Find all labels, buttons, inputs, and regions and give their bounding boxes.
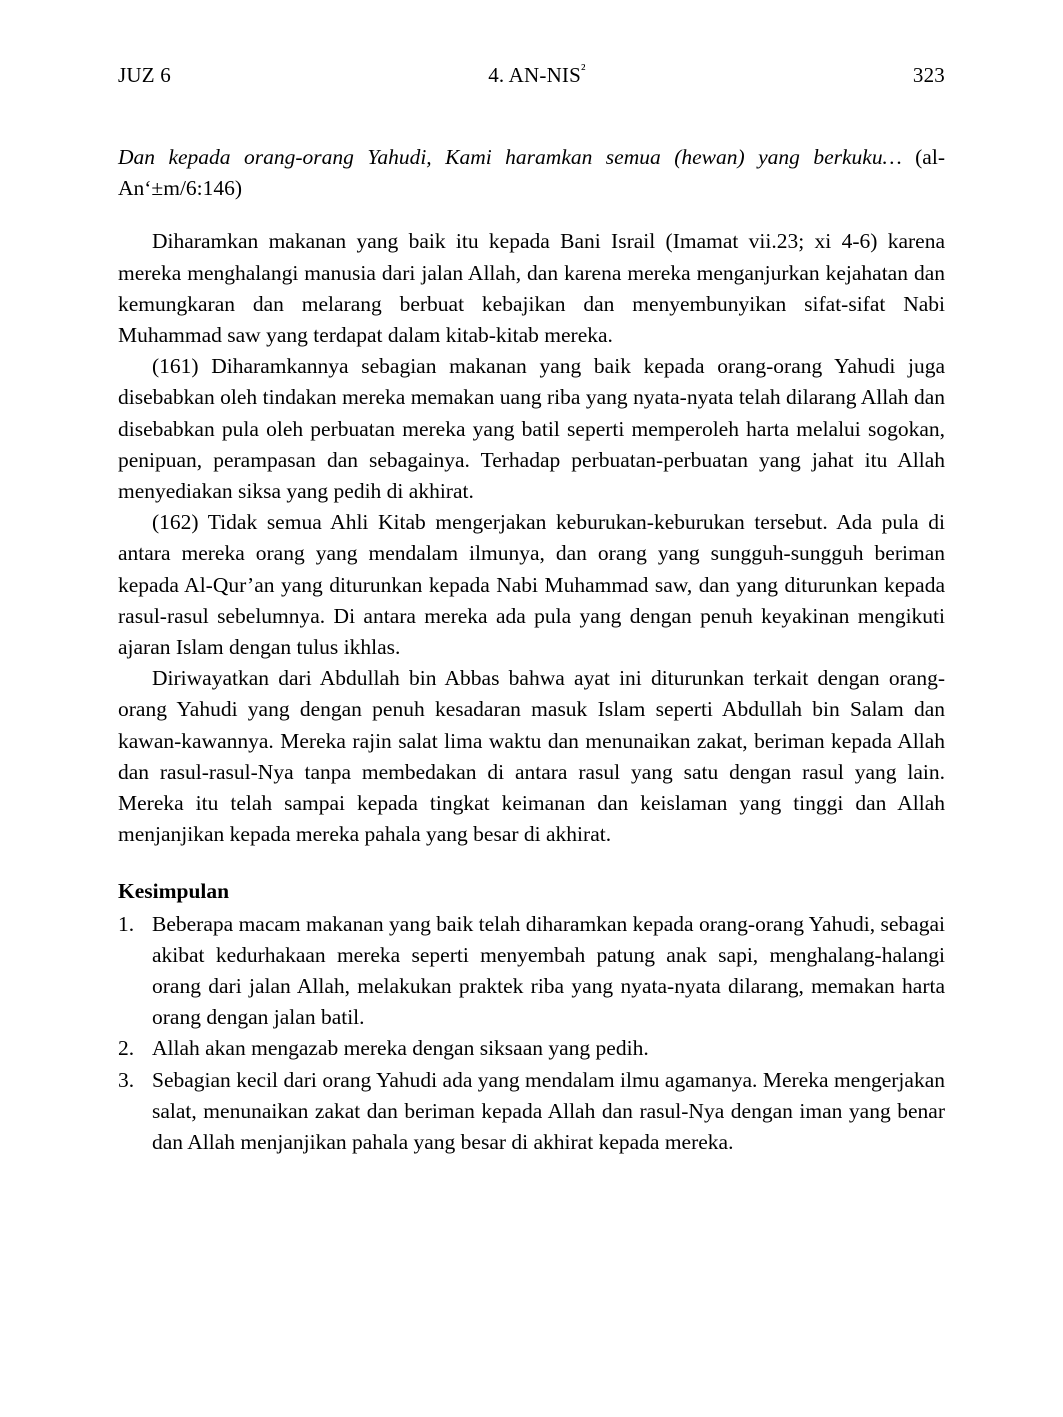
conclusion-heading: Kesimpulan: [118, 879, 230, 904]
page-number: 323: [912, 63, 945, 87]
paragraph-3: (162) Tidak semua Ahli Kitab mengerjakan keburukan-keburukan tersebut. Ada pula di antara mereka orang yang mendalam ilmunya, dan orang yang sungguh-sungguh beriman kepada Al-Qur’an yang diturunkan kepada Nabi Muhammad saw, dan yang diturunkan kepada rasul-rasul sebelumnya. Di antara mereka ada pula yang dengan penuh keyakinan mengikuti ajaran Islam dengan tulus ikhlas.: [118, 510, 945, 659]
list-item-text: Allah akan mengazab mereka dengan siksaan yang pedih.: [152, 1036, 649, 1061]
surah-name: 4. AN-NIS: [488, 63, 582, 87]
list-item-number: 3.: [118, 1067, 135, 1092]
verse-quote: [118, 142, 945, 204]
list-item-text: Sebagian kecil dari orang Yahudi ada yang mendalam ilmu agamanya. Mereka mengerjakan salat, menunaikan zakat dan beriman kepada Allah dan rasul-Nya dengan iman yang benar dan Allah menjanjikan pahala yang besar di akhirat kepada mereka.: [152, 1067, 945, 1154]
list-item: [118, 909, 945, 1034]
running-head: [118, 62, 945, 88]
running-head-juz: JUZ 6: [118, 63, 171, 87]
conclusion-list: [118, 909, 945, 1159]
list-item: [118, 1065, 945, 1159]
list-item: [118, 1033, 945, 1064]
list-item-number: 1.: [118, 911, 135, 936]
verse-quote-italic: Dan kepada orang-orang Yahudi, Kami haramkan semua (hewan) yang berkuku…: [118, 145, 902, 169]
running-head-surah: [171, 62, 885, 88]
verse-quote-reference: (al-An‘±m/6:146): [118, 145, 945, 201]
list-item-number: 2.: [118, 1036, 135, 1061]
surah-superscript: ²: [581, 62, 586, 78]
paragraph-2: (161) Diharamkannya sebagian makanan yang baik kepada orang-orang Yahudi juga disebabkan oleh tindakan mereka memakan uang riba yang nyata-nyata telah dilarang Allah dan disebabkan pula oleh perbuatan mereka yang batil seperti memperoleh harta melalui sogokan, penipuan, perampasan dan sebagainya. Terhadap perbuatan-perbuatan yang jahat itu Allah menyediakan siksa yang pedih di akhirat.: [118, 354, 945, 503]
paragraph-4: Diriwayatkan dari Abdullah bin Abbas bahwa ayat ini diturunkan terkait dengan orang-orang Yahudi yang dengan penuh kesadaran masuk Islam seperti Abdullah bin Salam dan kawan-kawannya. Mereka rajin salat lima waktu dan menunaikan zakat, beriman kepada Allah dan rasul-rasul-Nya tanpa membedakan di antara rasul yang satu dengan rasul yang lain. Mereka itu telah sampai kepada tingkat keimanan dan keislaman yang tinggi dan Allah menjanjikan kepada mereka pahala yang besar di akhirat.: [118, 666, 945, 847]
paragraph-1: Diharamkan makanan yang baik itu kepada Bani Israil (Imamat vii.23; xi 4-6) karena mereka menghalangi manusia dari jalan Allah, dan karena mereka menganjurkan kejahatan dan kemungkaran dan melarang berbuat kebajikan dan menyembunyikan sifat-sifat Nabi Muhammad saw yang terdapat dalam kitab-kitab mereka.: [118, 229, 945, 347]
list-item-text: Beberapa macam makanan yang baik telah diharamkan kepada orang-orang Yahudi, sebagai akibat kedurhakaan mereka seperti menyembah patung anak sapi, menghalang-halangi orang dari jalan Allah, melakukan praktek riba yang nyata-nyata dilarang, memakan harta orang dengan jalan batil.: [152, 911, 945, 1030]
